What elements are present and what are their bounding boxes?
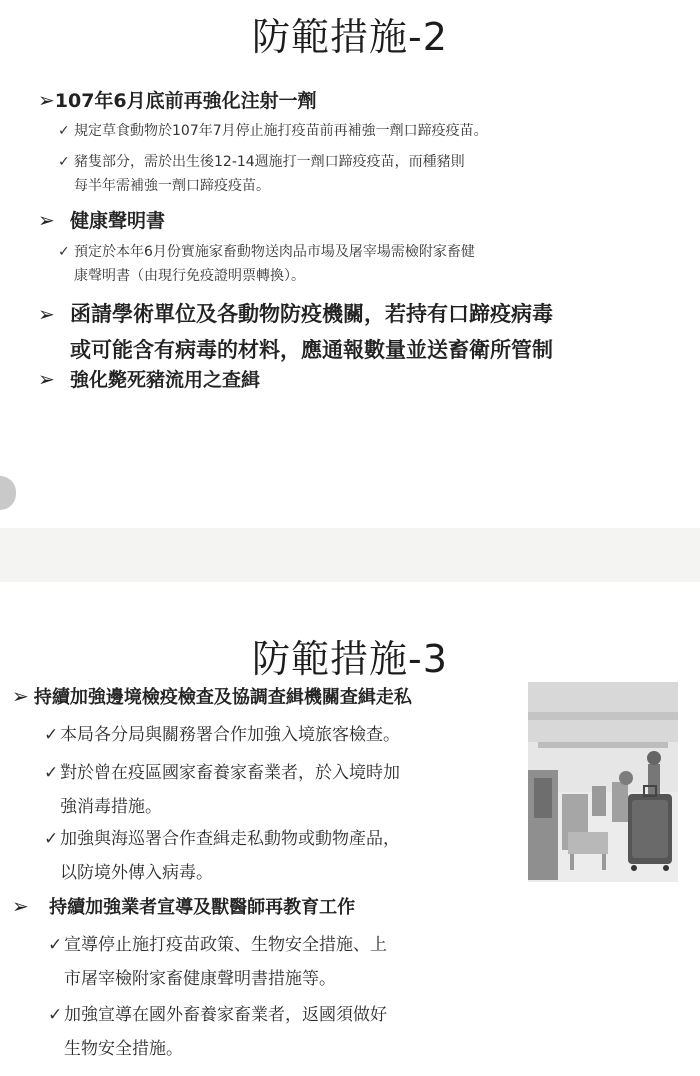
sub-bullet-text-cont: 康聲明書（由現行免疫證明票轉換）。	[74, 268, 305, 284]
sub-bullet-text: 對於曾在疫區國家畜養家畜業者，於入境時加	[60, 763, 400, 783]
slide-title: 防範措施-2	[252, 15, 448, 59]
bullet-dead-pig-inspection	[38, 365, 260, 392]
sub-bullet-text-cont: 每半年需補強一劑口蹄疫疫苗。	[74, 178, 270, 194]
sub-bullet-text: 加強宣導在國外畜養家畜業者，返國須做好	[64, 1005, 387, 1025]
sub-bullet-text: 豬隻部分，需於出生後12-14週施打一劑口蹄疫疫苗，而種豬則	[74, 154, 465, 170]
page-number-tab	[0, 476, 16, 510]
arrow-bullet-icon: ➢	[38, 208, 55, 232]
arrow-bullet-icon: ➢	[12, 894, 29, 918]
sub-bullet-text: 加強與海巡署合作查緝走私動物或動物產品，	[60, 829, 400, 849]
sub-bullet	[48, 928, 387, 996]
check-icon: ✓	[58, 123, 70, 139]
bullet-text: 持續加強業者宣導及獸醫師再教育工作	[49, 897, 356, 918]
check-icon: ✓	[48, 1005, 63, 1025]
bullet-text-cont: 或可能含有病毒的材料，應通報數量並送畜衛所管制	[70, 338, 554, 362]
sub-bullet-text: 預定於本年6月份實施家畜動物送肉品市場及屠宰場需檢附家畜健	[74, 244, 475, 260]
sub-bullet-text: 規定草食動物於107年7月停止施打疫苗前再補強一劑口蹄疫疫苗。	[74, 123, 488, 139]
bullet-text: 健康聲明書	[70, 210, 166, 232]
check-icon: ✓	[44, 829, 59, 849]
sub-bullet	[48, 998, 387, 1066]
bullet-text: 強化斃死豬流用之查緝	[70, 369, 261, 391]
slide-title: 防範措施-3	[252, 637, 448, 681]
bullet-text: 持續加強邊境檢疫檢查及協調查緝機關查緝走私	[33, 687, 412, 708]
sub-bullet	[44, 756, 400, 824]
arrow-bullet-icon: ➢	[38, 367, 55, 391]
slide-prevention-measures-2	[0, 0, 700, 528]
sub-bullet-text: 宣導停止施打疫苗政策、生物安全措施、上	[64, 935, 387, 955]
sub-bullet-text: 本局各分局與關務署合作加強入境旅客檢查。	[60, 725, 400, 745]
arrow-bullet-icon: ➢	[12, 684, 29, 708]
arrow-bullet-icon: ➢	[38, 302, 55, 326]
sub-bullet	[58, 150, 465, 198]
bullet-industry-education	[12, 893, 355, 919]
sub-bullet-text-cont: 生物安全措施。	[64, 1039, 183, 1059]
sub-bullet	[44, 718, 400, 752]
slide-prevention-measures-3	[0, 582, 700, 1076]
check-icon: ✓	[44, 763, 59, 783]
bullet-health-declaration	[38, 206, 165, 233]
sub-bullet	[58, 240, 475, 288]
bullet-vaccine-booster	[38, 86, 317, 113]
sub-bullet-text-cont: 以防境外傳入病毒。	[60, 863, 213, 883]
check-icon: ✓	[58, 244, 70, 260]
airport-luggage-photo	[528, 682, 678, 882]
bullet-border-quarantine	[12, 683, 412, 709]
bullet-virus-material-report	[38, 296, 553, 368]
bullet-text: 107年6月底前再強化注射一劑	[54, 90, 317, 112]
check-icon: ✓	[44, 725, 59, 745]
sub-bullet	[44, 822, 400, 890]
sub-bullet-text-cont: 市屠宰檢附家畜健康聲明書措施等。	[64, 969, 336, 989]
bullet-text: 函請學術單位及各動物防疫機關，若持有口蹄疫病毒	[70, 302, 554, 326]
check-icon: ✓	[58, 154, 70, 170]
sub-bullet	[58, 119, 488, 143]
sub-bullet-text-cont: 強消毒措施。	[60, 797, 162, 817]
arrow-bullet-icon: ➢	[38, 88, 55, 112]
check-icon: ✓	[48, 935, 63, 955]
